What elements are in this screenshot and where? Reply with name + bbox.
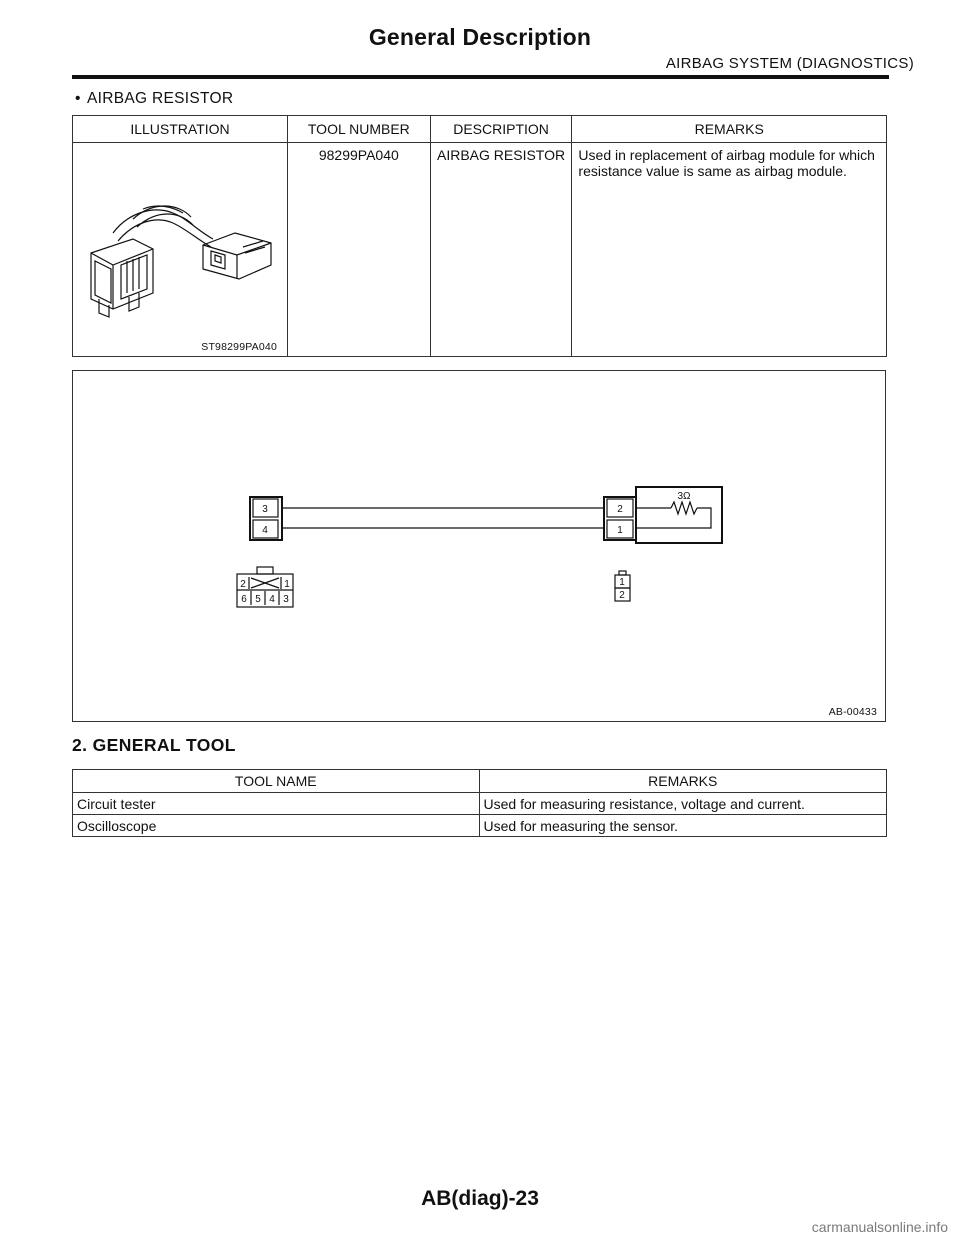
tool-name-cell: Circuit tester: [73, 793, 480, 815]
resistor-value-label: 3Ω: [677, 491, 691, 502]
page-number: AB(diag)-23: [421, 1187, 539, 1210]
face-pin-label: 2: [619, 590, 625, 601]
resistor-symbol: [671, 502, 697, 514]
table-row: [73, 815, 887, 837]
face-pin-label: 1: [284, 579, 290, 590]
tool-number-cell: 98299PA040: [288, 143, 431, 357]
illustration-caption: ST98299PA040: [201, 341, 277, 353]
wiring-diagram: [72, 370, 886, 722]
illustration-cell: [73, 143, 288, 357]
pin-label: 1: [617, 525, 623, 536]
remarks-cell: Used for measuring resistance, voltage and current.: [479, 793, 887, 815]
remarks-cell: Used in replacement of airbag module for which resistance value is same as airbag module.: [572, 143, 887, 357]
table-row: [73, 143, 887, 357]
page-title: General Description: [368, 24, 592, 50]
column-header: DESCRIPTION: [430, 116, 572, 143]
special-tool-table: [72, 115, 887, 357]
face-pin-label: 5: [255, 594, 261, 605]
table-row: [73, 793, 887, 815]
face-pin-label: 4: [269, 594, 275, 605]
column-header: TOOL NUMBER: [288, 116, 431, 143]
bullet-heading-text: AIRBAG RESISTOR: [87, 90, 234, 107]
pin-label: 4: [262, 525, 268, 536]
diagram-caption: AB-00433: [828, 706, 877, 718]
pin-label: 3: [262, 504, 268, 515]
tool-name-cell: Oscilloscope: [73, 815, 480, 837]
bullet-heading: [75, 90, 233, 108]
column-header: REMARKS: [572, 116, 887, 143]
face-pin-label: 6: [241, 594, 247, 605]
watermark: carmanualsonline.info: [811, 1219, 948, 1235]
column-header: TOOL NAME: [73, 770, 480, 793]
section-heading: 2. GENERAL TOOL: [72, 735, 236, 755]
table-header-row: [73, 770, 887, 793]
column-header: ILLUSTRATION: [73, 116, 288, 143]
column-header: REMARKS: [479, 770, 887, 793]
remarks-cell: Used for measuring the sensor.: [479, 815, 887, 837]
face-pin-label: 2: [240, 579, 246, 590]
pin-label: 2: [617, 504, 623, 515]
table-header-row: [73, 116, 887, 143]
header-divider: [72, 75, 889, 79]
section-subtitle: AIRBAG SYSTEM (DIAGNOSTICS): [665, 55, 914, 72]
description-cell: AIRBAG RESISTOR: [430, 143, 572, 357]
bullet-icon: •: [75, 90, 81, 107]
airbag-resistor-illustration: [73, 143, 287, 348]
general-tool-table: [72, 769, 887, 837]
face-pin-label: 3: [283, 594, 289, 605]
face-pin-label: 1: [619, 577, 625, 588]
resistor-circuit-diagram: [73, 371, 885, 721]
